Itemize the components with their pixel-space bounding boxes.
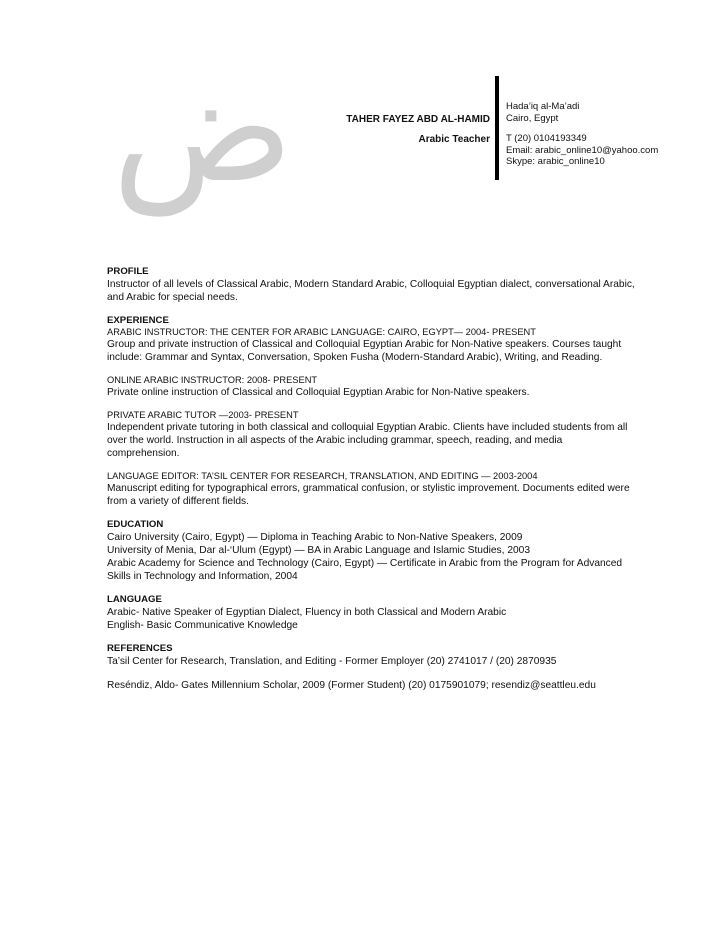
- experience-section: [107, 315, 637, 508]
- experience-title: PRIVATE ARABIC TUTOR —2003- PRESENT: [107, 410, 299, 420]
- reference-entry: Ta’sil Center for Research, Translation, and Editing - Former Employer (20) 2741017 / (20) 2870935: [107, 656, 557, 667]
- education-section: [107, 519, 637, 583]
- phone: T (20) 0104193349: [506, 133, 587, 144]
- education-item: University of Menia, Dar al-‘Ulum (Egypt) — BA in Arabic Language and Islamic Studies, 2003: [107, 545, 530, 556]
- experience-text: Private online instruction of Classical and Colloquial Egyptian Arabic for Non-Native speakers.: [107, 387, 530, 398]
- experience-text: Manuscript editing for typographical errors, grammatical confusion, or stylistic improvement. Documents edited were from a variety of different fields.: [107, 483, 630, 507]
- experience-title: LANGUAGE EDITOR: TA’SIL CENTER FOR RESEARCH, TRANSLATION, AND EDITING — 2003-2004: [107, 471, 538, 481]
- reference-entry: Reséndiz, Aldo- Gates Millennium Scholar, 2009 (Former Student) (20) 0175901079; resendiz@seattleu.edu: [107, 680, 596, 691]
- experience-text: Independent private tutoring in both classical and colloquial Egyptian Arabic. Clients have included students from all over the world. Instruction in all aspects of the Arabic including grammar, speech, reading, and media comprehension.: [107, 422, 628, 459]
- language-item: English- Basic Communicative Knowledge: [107, 620, 298, 631]
- person-role: Arabic Teacher: [418, 134, 490, 145]
- address-line-1: Hada’iq al-Ma’adi: [506, 101, 580, 112]
- experience-entry: [107, 471, 637, 508]
- education-item: Arabic Academy for Science and Technology (Cairo, Egypt) — Certificate in Arabic from the Program for Advanced Skills in Technology and Information, 2004: [107, 558, 623, 582]
- address-line-2: Cairo, Egypt: [506, 112, 559, 124]
- profile-section: [107, 266, 637, 304]
- contact-block: [506, 101, 658, 168]
- skype: Skype: arabic_online10: [506, 156, 605, 167]
- language-section: [107, 594, 637, 632]
- profile-heading: PROFILE: [107, 266, 149, 277]
- language-heading: LANGUAGE: [107, 594, 162, 605]
- references-section: [107, 643, 637, 692]
- arabic-letter-logo: ض: [112, 42, 294, 216]
- experience-entry: [107, 410, 637, 460]
- profile-text: Instructor of all levels of Classical Arabic, Modern Standard Arabic, Colloquial Egyptian dialect, conversational Arabic, and Arabic for special needs.: [107, 279, 635, 303]
- experience-title: ARABIC INSTRUCTOR: THE CENTER FOR ARABIC LANGUAGE: CAIRO, EGYPT— 2004- PRESENT: [107, 327, 536, 337]
- references-heading: REFERENCES: [107, 643, 173, 654]
- experience-entry: [107, 327, 637, 364]
- experience-entry: [107, 375, 637, 399]
- header-divider: [495, 76, 499, 180]
- email[interactable]: Email: arabic_online10@yahoo.com: [506, 144, 659, 156]
- education-heading: EDUCATION: [107, 519, 164, 530]
- person-name: TAHER FAYEZ ABD AL-HAMID: [346, 114, 490, 125]
- resume-content: [107, 266, 637, 703]
- experience-heading: EXPERIENCE: [107, 315, 169, 326]
- language-item: Arabic- Native Speaker of Egyptian Dialect, Fluency in both Classical and Modern Arabic: [107, 607, 507, 618]
- contact-spacer: [506, 124, 658, 133]
- education-item: Cairo University (Cairo, Egypt) — Diploma in Teaching Arabic to Non-Native Speakers, 2009: [107, 532, 523, 543]
- experience-text: Group and private instruction of Classical and Colloquial Egyptian Arabic for Non-Native speakers. Courses taught include: Grammar and Syntax, Conversation, Spoken Fusha (Modern-Standard Arabic), Writing, and Reading.: [107, 339, 622, 363]
- name-block: [346, 114, 490, 146]
- experience-title: ONLINE ARABIC INSTRUCTOR: 2008- PRESENT: [107, 375, 318, 385]
